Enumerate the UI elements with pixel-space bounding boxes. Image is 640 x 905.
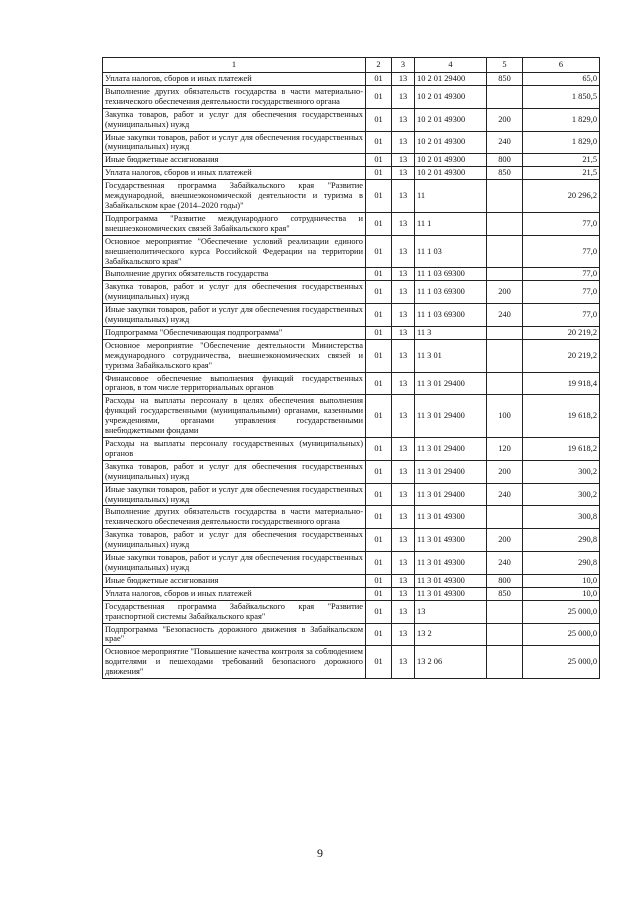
amount-cell: 25 000,0	[523, 600, 600, 623]
target-article-cell: 13 2	[415, 623, 487, 646]
name-cell: Закупка товаров, работ и услуг для обеспечения государственных (муниципальных) нужд	[103, 529, 366, 552]
expense-type-cell: 120	[487, 438, 523, 461]
table-row	[103, 268, 600, 281]
target-article-cell: 11 3 01	[415, 339, 487, 372]
subsection-cell: 13	[392, 73, 415, 86]
name-cell: Иные закупки товаров, работ и услуг для обеспечения государственных (муниципальных) нужд	[103, 131, 366, 154]
amount-cell: 20 296,2	[523, 180, 600, 213]
target-article-cell: 10 2 01 49300	[415, 154, 487, 167]
subsection-cell: 13	[392, 372, 415, 395]
subsection-cell: 13	[392, 304, 415, 327]
subsection-cell: 13	[392, 326, 415, 339]
table-row	[103, 587, 600, 600]
amount-cell: 77,0	[523, 212, 600, 235]
expense-type-cell: 240	[487, 304, 523, 327]
amount-cell: 300,8	[523, 506, 600, 529]
section-cell: 01	[366, 73, 392, 86]
amount-cell: 77,0	[523, 235, 600, 268]
table-row	[103, 326, 600, 339]
table-row	[103, 108, 600, 131]
target-article-cell: 10 2 01 49300	[415, 85, 487, 108]
header-cell-name: 1	[103, 58, 366, 73]
header-cell-expense-type: 5	[487, 58, 523, 73]
expense-type-cell: 200	[487, 281, 523, 304]
section-cell: 01	[366, 154, 392, 167]
target-article-cell: 11 1 03	[415, 235, 487, 268]
amount-cell: 77,0	[523, 281, 600, 304]
name-cell: Государственная программа Забайкальского края "Развитие транспортной системы Забайкальского края"	[103, 600, 366, 623]
target-article-cell: 11 1 03 69300	[415, 268, 487, 281]
section-cell: 01	[366, 304, 392, 327]
subsection-cell: 13	[392, 438, 415, 461]
expense-type-cell	[487, 180, 523, 213]
section-cell: 01	[366, 108, 392, 131]
expense-type-cell	[487, 646, 523, 679]
table-row	[103, 73, 600, 86]
section-cell: 01	[366, 623, 392, 646]
table-row	[103, 438, 600, 461]
expense-type-cell: 100	[487, 395, 523, 438]
amount-cell: 10,0	[523, 587, 600, 600]
expense-type-cell	[487, 326, 523, 339]
section-cell: 01	[366, 552, 392, 575]
subsection-cell: 13	[392, 339, 415, 372]
section-cell: 01	[366, 339, 392, 372]
table-row	[103, 167, 600, 180]
table-row	[103, 85, 600, 108]
section-cell: 01	[366, 587, 392, 600]
section-cell: 01	[366, 483, 392, 506]
target-article-cell: 11 3 01 29400	[415, 438, 487, 461]
table-row	[103, 460, 600, 483]
section-cell: 01	[366, 131, 392, 154]
target-article-cell: 11 3 01 49300	[415, 529, 487, 552]
name-cell: Финансовое обеспечение выполнения функций государственных органов, в том числе территориальных органов	[103, 372, 366, 395]
name-cell: Закупка товаров, работ и услуг для обеспечения государственных (муниципальных) нужд	[103, 460, 366, 483]
name-cell: Иные закупки товаров, работ и услуг для обеспечения государственных (муниципальных) нужд	[103, 483, 366, 506]
header-cell-amount: 6	[523, 58, 600, 73]
expense-type-cell	[487, 506, 523, 529]
subsection-cell: 13	[392, 268, 415, 281]
target-article-cell: 11 3 01 49300	[415, 552, 487, 575]
expense-type-cell: 800	[487, 574, 523, 587]
table-row	[103, 552, 600, 575]
subsection-cell: 13	[392, 623, 415, 646]
name-cell: Уплата налогов, сборов и иных платежей	[103, 587, 366, 600]
expense-type-cell: 240	[487, 131, 523, 154]
amount-cell: 20 219,2	[523, 339, 600, 372]
name-cell: Основное мероприятие "Повышение качества контроля за соблюдением водителями и пешеходами требований безопасного дорожного движения"	[103, 646, 366, 679]
subsection-cell: 13	[392, 460, 415, 483]
section-cell: 01	[366, 281, 392, 304]
subsection-cell: 13	[392, 167, 415, 180]
table-row	[103, 483, 600, 506]
target-article-cell: 11	[415, 180, 487, 213]
section-cell: 01	[366, 85, 392, 108]
name-cell: Подпрограмма "Развитие международного сотрудничества и внешнеэкономических связей Забайкальского края"	[103, 212, 366, 235]
expense-type-cell: 800	[487, 154, 523, 167]
amount-cell: 21,5	[523, 154, 600, 167]
header-cell-section: 2	[366, 58, 392, 73]
expense-type-cell: 240	[487, 483, 523, 506]
subsection-cell: 13	[392, 506, 415, 529]
target-article-cell: 11 3 01 49300	[415, 574, 487, 587]
subsection-cell: 13	[392, 235, 415, 268]
amount-cell: 77,0	[523, 304, 600, 327]
expense-type-cell: 240	[487, 552, 523, 575]
table-row	[103, 235, 600, 268]
section-cell: 01	[366, 180, 392, 213]
section-cell: 01	[366, 167, 392, 180]
section-cell: 01	[366, 646, 392, 679]
amount-cell: 290,8	[523, 529, 600, 552]
expense-type-cell: 200	[487, 460, 523, 483]
header-cell-target-article: 4	[415, 58, 487, 73]
subsection-cell: 13	[392, 154, 415, 167]
subsection-cell: 13	[392, 574, 415, 587]
target-article-cell: 11 3 01 49300	[415, 587, 487, 600]
section-cell: 01	[366, 372, 392, 395]
subsection-cell: 13	[392, 483, 415, 506]
header-cell-subsection: 3	[392, 58, 415, 73]
table-row	[103, 281, 600, 304]
name-cell: Уплата налогов, сборов и иных платежей	[103, 167, 366, 180]
section-cell: 01	[366, 395, 392, 438]
section-cell: 01	[366, 460, 392, 483]
expense-type-cell: 850	[487, 73, 523, 86]
name-cell: Подпрограмма "Обеспечивающая подпрограмма"	[103, 326, 366, 339]
name-cell: Основное мероприятие "Обеспечение условий реализации единого внешнеполитического курса Российской Федерации на территории Забайкальского края"	[103, 235, 366, 268]
name-cell: Закупка товаров, работ и услуг для обеспечения государственных (муниципальных) нужд	[103, 281, 366, 304]
amount-cell: 25 000,0	[523, 646, 600, 679]
amount-cell: 77,0	[523, 268, 600, 281]
amount-cell: 19 618,2	[523, 395, 600, 438]
subsection-cell: 13	[392, 646, 415, 679]
section-cell: 01	[366, 506, 392, 529]
target-article-cell: 13 2 06	[415, 646, 487, 679]
subsection-cell: 13	[392, 180, 415, 213]
amount-cell: 25 000,0	[523, 623, 600, 646]
expense-type-cell	[487, 85, 523, 108]
amount-cell: 20 219,2	[523, 326, 600, 339]
budget-table	[102, 57, 600, 679]
table-row	[103, 180, 600, 213]
table-row	[103, 395, 600, 438]
name-cell: Уплата налогов, сборов и иных платежей	[103, 73, 366, 86]
target-article-cell: 11 3 01 29400	[415, 372, 487, 395]
name-cell: Выполнение других обязательств государства в части материально-технического обеспечения деятельности государственного органа	[103, 85, 366, 108]
table-row	[103, 212, 600, 235]
subsection-cell: 13	[392, 212, 415, 235]
target-article-cell: 11 1 03 69300	[415, 304, 487, 327]
target-article-cell: 10 2 01 29400	[415, 73, 487, 86]
table-row	[103, 600, 600, 623]
name-cell: Государственная программа Забайкальского края "Развитие международной, внешнеэкономической деятельности и туризма в Забайкальском крае (2014–2020 годы)"	[103, 180, 366, 213]
name-cell: Расходы на выплаты персоналу в целях обеспечения выполнения функций государственными (муниципальными) органами, казенными учреждениями, органами управления государственными внебюджетными фондами	[103, 395, 366, 438]
target-article-cell: 11 3 01 29400	[415, 483, 487, 506]
target-article-cell: 10 2 01 49300	[415, 108, 487, 131]
name-cell: Иные закупки товаров, работ и услуг для обеспечения государственных (муниципальных) нужд	[103, 304, 366, 327]
target-article-cell: 11 1 03 69300	[415, 281, 487, 304]
target-article-cell: 10 2 01 49300	[415, 167, 487, 180]
table-row	[103, 574, 600, 587]
section-cell: 01	[366, 600, 392, 623]
subsection-cell: 13	[392, 281, 415, 304]
subsection-cell: 13	[392, 395, 415, 438]
section-cell: 01	[366, 235, 392, 268]
amount-cell: 1 829,0	[523, 131, 600, 154]
table-row	[103, 304, 600, 327]
name-cell: Выполнение других обязательств государства	[103, 268, 366, 281]
expense-type-cell	[487, 212, 523, 235]
target-article-cell: 11 1	[415, 212, 487, 235]
subsection-cell: 13	[392, 529, 415, 552]
subsection-cell: 13	[392, 85, 415, 108]
table-row	[103, 529, 600, 552]
name-cell: Расходы на выплаты персоналу государственных (муниципальных) органов	[103, 438, 366, 461]
name-cell: Подпрограмма "Безопасность дорожного движения в Забайкальском крае"	[103, 623, 366, 646]
header-row	[103, 58, 600, 73]
target-article-cell: 11 3 01 29400	[415, 460, 487, 483]
expense-type-cell	[487, 339, 523, 372]
amount-cell: 1 829,0	[523, 108, 600, 131]
name-cell: Иные закупки товаров, работ и услуг для обеспечения государственных (муниципальных) нужд	[103, 552, 366, 575]
section-cell: 01	[366, 212, 392, 235]
subsection-cell: 13	[392, 600, 415, 623]
section-cell: 01	[366, 326, 392, 339]
table-row	[103, 154, 600, 167]
target-article-cell: 10 2 01 49300	[415, 131, 487, 154]
target-article-cell: 11 3	[415, 326, 487, 339]
amount-cell: 10,0	[523, 574, 600, 587]
amount-cell: 300,2	[523, 460, 600, 483]
name-cell: Закупка товаров, работ и услуг для обеспечения государственных (муниципальных) нужд	[103, 108, 366, 131]
amount-cell: 290,8	[523, 552, 600, 575]
expense-type-cell: 200	[487, 529, 523, 552]
table-row	[103, 623, 600, 646]
table-row	[103, 339, 600, 372]
expense-type-cell: 850	[487, 587, 523, 600]
table-row	[103, 131, 600, 154]
expense-type-cell	[487, 268, 523, 281]
table-row	[103, 506, 600, 529]
expense-type-cell	[487, 372, 523, 395]
budget-table-container	[102, 57, 599, 679]
expense-type-cell: 850	[487, 167, 523, 180]
name-cell: Иные бюджетные ассигнования	[103, 574, 366, 587]
amount-cell: 300,2	[523, 483, 600, 506]
name-cell: Выполнение других обязательств государства в части материально-технического обеспечения деятельности государственного органа	[103, 506, 366, 529]
table-row	[103, 646, 600, 679]
name-cell: Иные бюджетные ассигнования	[103, 154, 366, 167]
subsection-cell: 13	[392, 587, 415, 600]
amount-cell: 19 918,4	[523, 372, 600, 395]
amount-cell: 65,0	[523, 73, 600, 86]
table-row	[103, 372, 600, 395]
section-cell: 01	[366, 438, 392, 461]
section-cell: 01	[366, 529, 392, 552]
subsection-cell: 13	[392, 552, 415, 575]
amount-cell: 19 618,2	[523, 438, 600, 461]
section-cell: 01	[366, 574, 392, 587]
subsection-cell: 13	[392, 108, 415, 131]
subsection-cell: 13	[392, 131, 415, 154]
expense-type-cell: 200	[487, 108, 523, 131]
name-cell: Основное мероприятие "Обеспечение деятельности Министерства международного сотрудничества, внешнеэкономических связей и туризма Забайкальского края"	[103, 339, 366, 372]
target-article-cell: 11 3 01 29400	[415, 395, 487, 438]
expense-type-cell	[487, 600, 523, 623]
amount-cell: 21,5	[523, 167, 600, 180]
expense-type-cell	[487, 235, 523, 268]
expense-type-cell	[487, 623, 523, 646]
section-cell: 01	[366, 268, 392, 281]
amount-cell: 1 850,5	[523, 85, 600, 108]
target-article-cell: 11 3 01 49300	[415, 506, 487, 529]
page-number: 9	[317, 846, 323, 860]
target-article-cell: 13	[415, 600, 487, 623]
